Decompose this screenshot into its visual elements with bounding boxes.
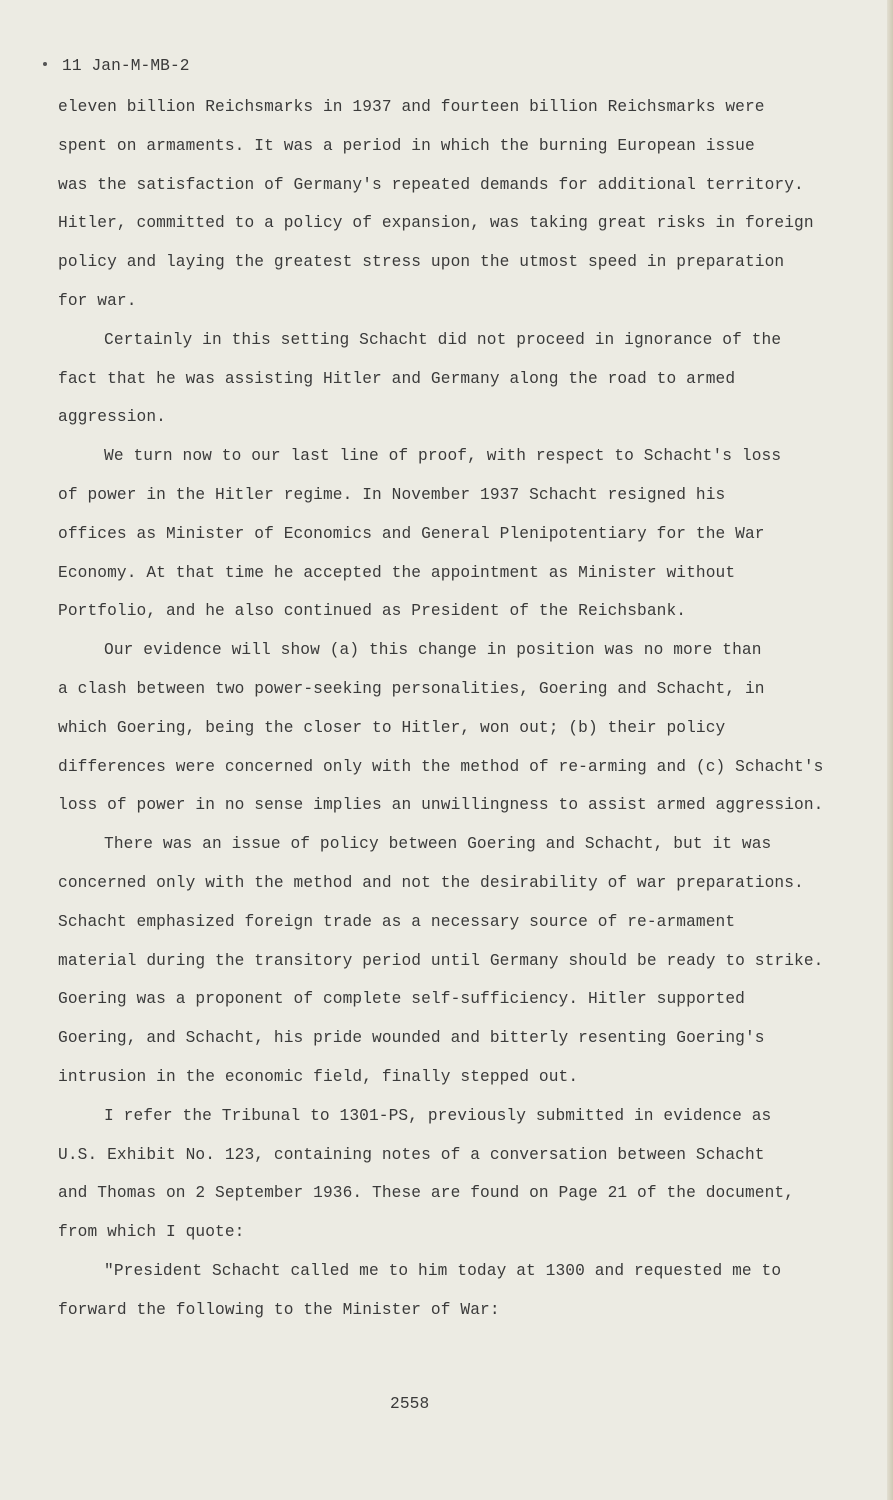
text-line: Hitler, committed to a policy of expansion, was taking great risks in foreign — [58, 214, 814, 233]
text-line: Goering, and Schacht, his pride wounded and bitterly resenting Goering's — [58, 1029, 765, 1048]
text-line: loss of power in no sense implies an unwillingness to assist armed aggression. — [58, 796, 824, 815]
text-line: offices as Minister of Economics and General Plenipotentiary for the War — [58, 524, 765, 543]
text-line: forward the following to the Minister of War: — [58, 1300, 500, 1319]
page-number: 2558 — [390, 1395, 430, 1413]
text-line: spent on armaments. It was a period in which the burning European issue — [58, 136, 755, 155]
text-line: We turn now to our last line of proof, with respect to Schacht's loss — [104, 447, 782, 466]
text-line: for war. — [58, 291, 137, 310]
text-line: "President Schacht called me to him today at 1300 and requested me to — [104, 1261, 782, 1280]
text-line: of power in the Hitler regime. In November 1937 Schacht resigned his — [58, 485, 726, 504]
text-line: Certainly in this setting Schacht did not proceed in ignorance of the — [104, 330, 782, 349]
text-line: Our evidence will show (a) this change in position was no more than — [104, 641, 762, 660]
text-line: was the satisfaction of Germany's repeated demands for additional territory. — [58, 175, 804, 194]
text-line: aggression. — [58, 408, 166, 427]
text-line: material during the transitory period until Germany should be ready to strike. — [58, 951, 824, 970]
page-header: 11 Jan-M-MB-2 — [62, 57, 190, 75]
text-line: policy and laying the greatest stress upon the utmost speed in preparation — [58, 253, 785, 272]
text-line: Schacht emphasized foreign trade as a necessary source of re-armament — [58, 912, 736, 931]
margin-dot — [43, 62, 47, 66]
text-line: Goering was a proponent of complete self-sufficiency. Hitler supported — [58, 990, 745, 1009]
text-line: from which I quote: — [58, 1223, 245, 1242]
paper-edge — [887, 0, 893, 1500]
text-line: intrusion in the economic field, finally stepped out. — [58, 1067, 579, 1086]
text-line: I refer the Tribunal to 1301-PS, previously submitted in evidence as — [104, 1106, 772, 1125]
text-line: eleven billion Reichsmarks in 1937 and fourteen billion Reichsmarks were — [58, 98, 765, 116]
text-line: and Thomas on 2 September 1936. These are found on Page 21 of the document, — [58, 1184, 795, 1203]
body-text — [58, 96, 828, 1338]
text-line: There was an issue of policy between Goering and Schacht, but it was — [104, 835, 772, 854]
text-line: a clash between two power-seeking personalities, Goering and Schacht, in — [58, 679, 765, 698]
text-line: Portfolio, and he also continued as President of the Reichsbank. — [58, 602, 687, 621]
text-line: concerned only with the method and not the desirability of war preparations. — [58, 873, 804, 892]
text-line: which Goering, being the closer to Hitler, won out; (b) their policy — [58, 718, 726, 737]
text-line: U.S. Exhibit No. 123, containing notes of a conversation between Schacht — [58, 1145, 765, 1164]
text-line: differences were concerned only with the method of re-arming and (c) Schacht's — [58, 757, 824, 776]
text-line: fact that he was assisting Hitler and Germany along the road to armed — [58, 369, 736, 388]
text-line: Economy. At that time he accepted the appointment as Minister without — [58, 563, 736, 582]
